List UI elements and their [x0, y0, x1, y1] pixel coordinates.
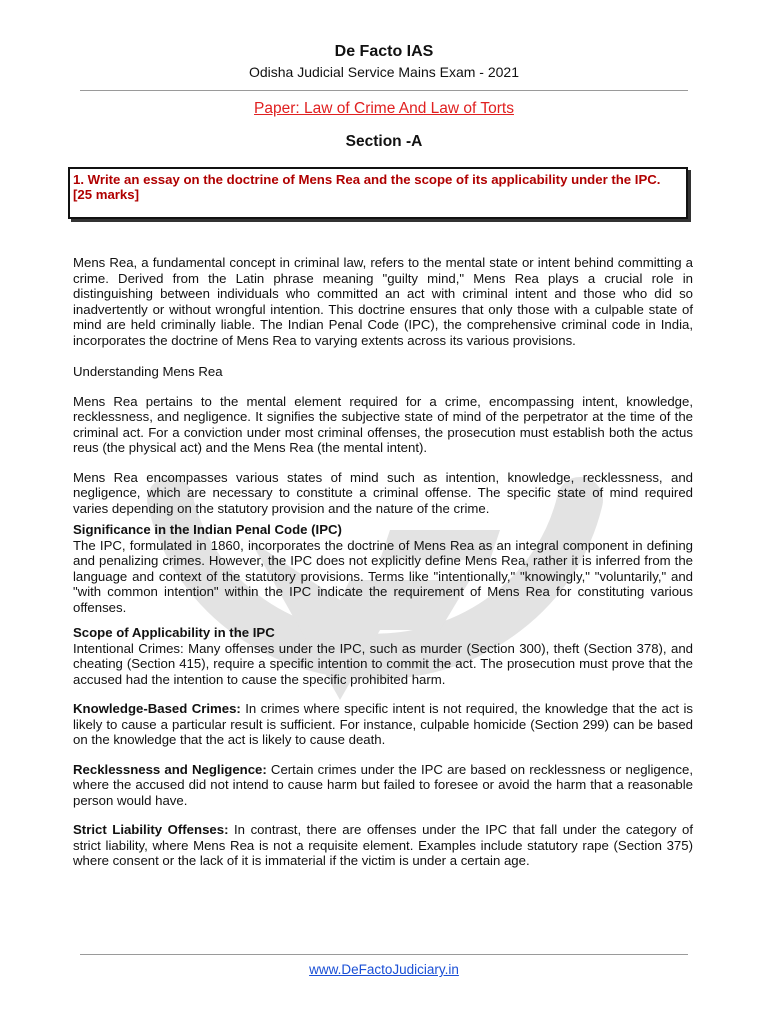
header-divider: [80, 90, 688, 91]
significance-paragraph: The IPC, formulated in 1860, incorporates the doctrine of Mens Rea as an integral component in defining and penalizing crimes. However, the IPC does not explicitly define Mens Rea, rather it is inferred from the language and context of the statutory provisions. Terms like "intentionally," "knowingly," "voluntarily," and "with common intention" within the IPC indicate the requirement of Mens Rea for constituting various offenses.: [73, 537, 693, 615]
scope-heading: Scope of Applicability in the IPC: [73, 625, 275, 640]
understanding-paragraph-1: Mens Rea pertains to the mental element required for a crime, encompassing intent, knowledge, recklessness, and negligence. It signifies the subjective state of mind of the perpetrator at the time of the criminal act. For a conviction under most criminal offenses, the prosecution must establish both the actus reus (the physical act) and the Mens Rea (the mental intent).: [73, 393, 693, 455]
recklessness-text: Certain crimes under the IPC are based on recklessness or negligence, where the accused did not intend to cause harm but failed to foresee or avoid the harm that a reasonable person would have.: [73, 761, 693, 808]
significance-heading: Significance in the Indian Penal Code (IPC): [73, 522, 342, 537]
intro-paragraph: Mens Rea, a fundamental concept in criminal law, refers to the mental state or intent behind committing a crime. Derived from the Latin phrase meaning "guilty mind," Mens Rea plays a crucial role in distinguishing between individuals who committed an act with criminal intent and those who did so inadvertently or without wrongful intention. This doctrine ensures that only those with a culpable state of mind are held criminally liable. The Indian Penal Code (IPC), the comprehensive criminal code in India, incorporates the doctrine of Mens Rea to varying extents across its various provisions.: [73, 255, 693, 348]
website-link[interactable]: www.DeFactoJudiciary.in: [309, 962, 459, 977]
knowledge-text: In crimes where specific intent is not required, the knowledge that the act is likely to cause a particular result is sufficient. For instance, culpable homicide (Section 299) can be based on the knowledge that the act is likely to cause death.: [73, 701, 693, 747]
question-box: [68, 167, 688, 219]
understanding-heading: Understanding Mens Rea: [73, 364, 223, 379]
strict-liability-label: Strict Liability Offenses:: [73, 822, 229, 837]
strict-liability-paragraph: [73, 822, 693, 869]
scope-paragraph: Intentional Crimes: Many offenses under the IPC, such as murder (Section 300), theft (Section 378), and cheating (Section 415), require a specific intention to commit the act. The prosecution must prove that the accused had the intention to cause the specific prohibited harm.: [73, 640, 693, 687]
section-title: Section -A: [345, 133, 423, 150]
question-text: 1. Write an essay on the doctrine of Mens Rea and the scope of its applicability under the IPC.: [73, 172, 661, 187]
essay-body: [73, 255, 693, 883]
question-marks: [25 marks]: [73, 187, 139, 202]
strict-liability-text: In contrast, there are offenses under the IPC that fall under the category of strict liability, where Mens Rea is not a requisite element. Examples include statutory rape (Section 375) where consent or the lack of it is immaterial if the victim is under a certain age.: [73, 822, 693, 868]
recklessness-label: Recklessness and Negligence:: [73, 761, 267, 777]
knowledge-label: Knowledge-Based Crimes:: [73, 701, 241, 716]
footer: [0, 962, 768, 977]
footer-divider: [80, 954, 688, 955]
document-title: De Facto IAS: [334, 43, 434, 60]
understanding-paragraph-2: Mens Rea encompasses various states of mind such as intention, knowledge, recklessness, and negligence, which are necessary to constitute a criminal offense. The specific state of mind required varies depending on the statutory provision and the nature of the crime.: [73, 469, 693, 516]
paper-title: Paper: Law of Crime And Law of Torts: [254, 100, 514, 117]
document-subtitle: Odisha Judicial Service Mains Exam - 2021: [248, 64, 519, 80]
knowledge-paragraph: [73, 701, 693, 748]
recklessness-paragraph: [73, 762, 693, 809]
